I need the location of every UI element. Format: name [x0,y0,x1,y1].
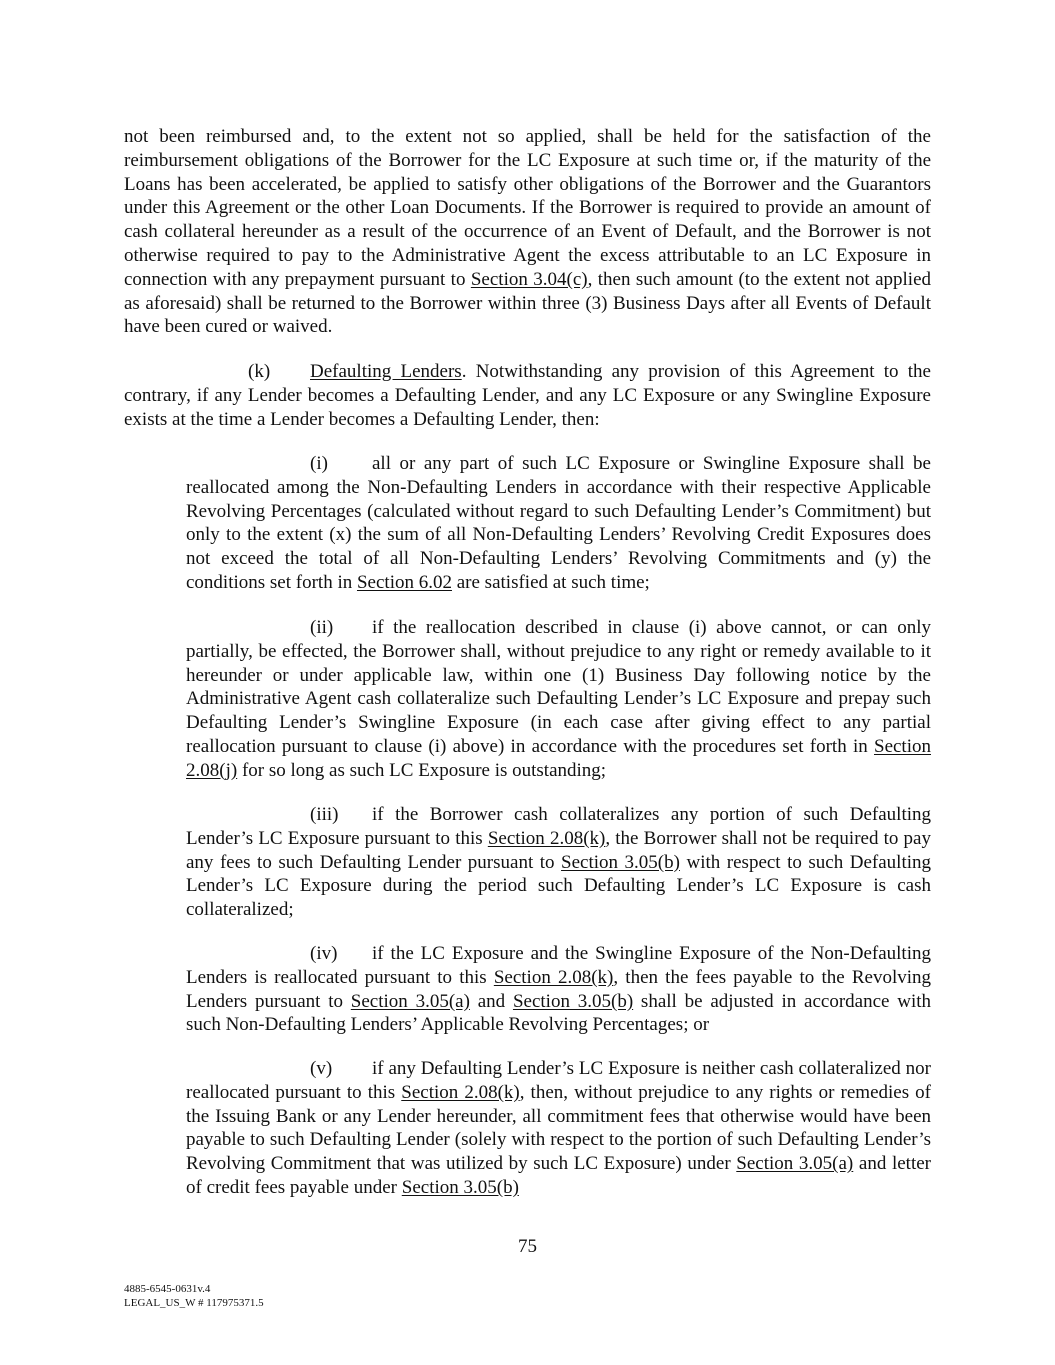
clause-text: and letter of credit fees payable under [186,1153,932,1198]
clause-text: , then the fees payable to the Revolving Lenders pursuant to [186,966,932,1012]
page-number: 75 [518,1236,537,1257]
clause-iv [186,942,931,1037]
clause-number: (ii) [310,617,334,638]
section-reference: Section 2.08(k) [487,827,606,849]
clause-i [186,452,931,595]
clause-ii [186,616,931,783]
legal-id: LEGAL_US_W # 117975371.5 [124,1297,264,1309]
section-reference: Section 3.05(a) [350,990,470,1012]
document-id: 4885-6545-0631v.4 [124,1283,211,1295]
clause-iii [186,803,931,922]
clause-text: , the Borrower shall not be required to pay any fees to such Defaulting Lender pursuant to [186,827,931,873]
section-reference: Section 2.08(j) [186,735,931,781]
section-reference: Section 3.05(b) [561,851,680,873]
section-reference: Section 3.05(b) [512,990,634,1012]
paragraph-text: not been reimbursed and, to the extent not so applied, shall be held for the satisfaction of the reimbursement obligations of the Borrower for the LC Exposure at such time or, if the maturity of the Loans has been accelerated, be applied to satisfy other obligations of the Borrower and the Guarantors under this Agreement or the other Loan Documents. If the Borrower is required to provide an amount of cash collateral hereunder as a result of the occurrence of an Event of Default, and the Borrower is not otherwise required to pay to the Administrative Agent the excess attributable to an LC Exposure in connection with any prepayment pursuant to [124,126,931,290]
paragraph-j-continuation [124,125,931,339]
clause-text: and [469,990,513,1012]
clause-text: if any Defaulting Lender’s LC Exposure is neither cash collateralized nor reallocated pursuant to this [186,1058,931,1103]
clause-text: are satisfied at such time; [451,571,650,593]
section-reference: Section 3.04(c) [470,268,588,290]
paragraph-number: (k) [248,361,271,382]
clause-v [186,1057,931,1200]
clause-text: if the Borrower cash collateralizes any portion of such Defaulting Lender’s LC Exposure pursuant to this [186,804,931,849]
paragraph-heading: Defaulting Lenders [310,361,462,382]
clause-text: with respect to such Defaulting Lender’s LC Exposure during the period such Defaulting Lender’s LC Exposure is cash collateralized; [186,851,931,921]
section-reference: Section 3.05(b) [401,1176,519,1198]
section-reference: Section 6.02 [356,571,452,593]
document-footer [124,1282,264,1310]
clause-number: (iii) [310,804,339,825]
section-reference: Section 2.08(k) [493,966,614,988]
clause-number: (iv) [310,943,338,964]
clause-number: (v) [310,1058,333,1079]
clause-text: shall be adjusted in accordance with such Non-Defaulting Lenders’ Applicable Revolving Percentages; or [186,990,932,1036]
clause-number: (i) [310,453,328,474]
clause-text: for so long as such LC Exposure is outstanding; [237,759,607,781]
clause-text: if the reallocation described in clause (i) above cannot, or can only partially, be effected, the Borrower shall, without prejudice to any right or remedy available to it hereunder or under applicable law, within one (1) Business Day following notice by the Administrative Agent cash collateralize such Defaulting Lender’s LC Exposure and prepay such Defaulting Lender’s Swingline Exposure (in each case after giving effect to any partial reallocation pursuant to clause (i) above) in accordance with the procedures set forth in [186,617,931,757]
clause-text: all or any part of such LC Exposure or Swingline Exposure shall be reallocated among the Non-Defaulting Lenders in accordance with their respective Applicable Revolving Percentages (calculated without regard to such Defaulting Lender’s Commitment) but only to the extent (x) the sum of all Non-Defaulting Lenders’ Revolving Credit Exposures does not exceed the total of all Non-Defaulting Lenders’ Revolving Commitments and (y) the conditions set forth in [186,453,931,593]
section-reference: Section 2.08(k) [401,1081,520,1103]
clause-text: if the LC Exposure and the Swingline Exposure of the Non-Defaulting Lenders is reallocated pursuant to this [186,943,931,988]
paragraph-text: . Notwithstanding any provision of this Agreement to the contrary, if any Lender becomes a Defaulting Lender, and any LC Exposure or any Swingline Exposure exists at the time a Lender becomes a Defaulting Lender, then: [124,361,931,430]
paragraph-text: , then such amount (to the extent not applied as aforesaid) shall be returned to the Borrower within three (3) Business Days after all Events of Default have been cured or waived. [124,268,932,338]
paragraph-k [124,360,931,431]
clause-text: , then, without prejudice to any rights or remedies of the Issuing Bank or any Lender hereunder, all commitment fees that otherwise would have been payable to such Defaulting Lender (solely with respect to the portion of such Defaulting Lender’s Revolving Commitment that was utilized by such LC Exposure) under [186,1081,931,1175]
section-reference: Section 3.05(a) [736,1153,854,1175]
